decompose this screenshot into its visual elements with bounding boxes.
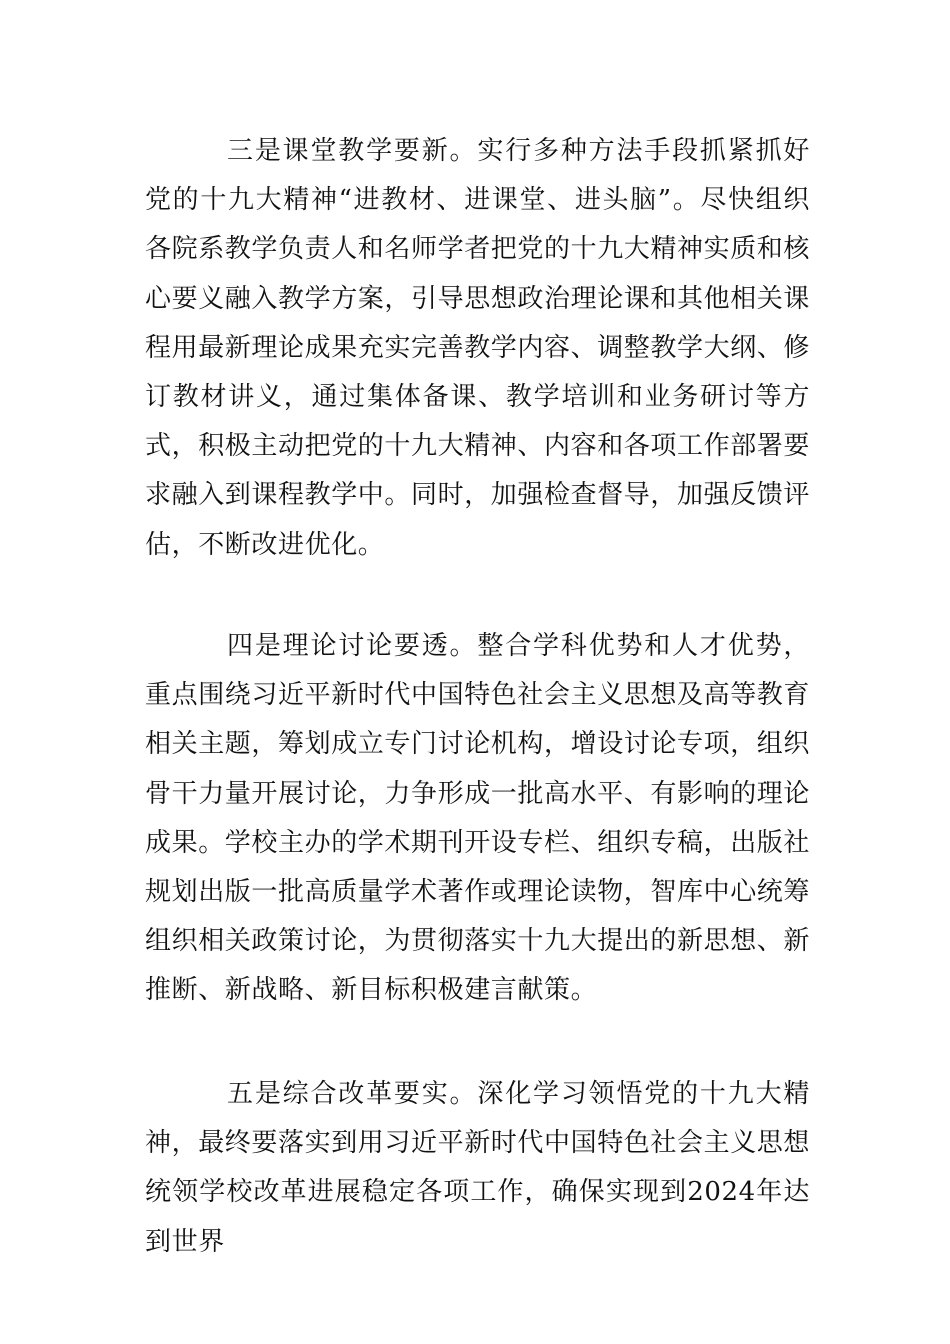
paragraph-classroom-teaching: 三是课堂教学要新。实行多种方法手段抓紧抓好党的十九大精神“进教材、进课堂、进头脑”。尽快组织各院系教学负责人和名师学者把党的十九大精神实质和核心要义融入教学方案，引导思想政治理论课和其他相关课程用最新理论成果充实完善教学内容、调整教学大纲、修订教材讲义，通过集体备课、教学培训和业务研讨等方式，积极主动把党的十九大精神、内容和各项工作部署要求融入到课程教学中。同时，加强检查督导，加强反馈评估，不断改进优化。 (145, 136, 811, 560)
paragraph-comprehensive-reform: 五是综合改革要实。深化学习领悟党的十九大精神，最终要落实到用习近平新时代中国特色社会主义思想统领学校改革进展稳定各项工作，确保实现到2024年达到世界 (145, 1079, 811, 1257)
paragraph-theory-discussion: 四是理论讨论要透。整合学科优势和人才优势，重点围绕习近平新时代中国特色社会主义思想及高等教育相关主题，筹划成立专门讨论机构，增设讨论专项，组织骨干力量开展讨论，力争形成一批高水平、有影响的理论成果。学校主办的学术期刊开设专栏、组织专稿，出版社规划出版一批高质量学术著作或理论读物，智库中心统筹组织相关政策讨论，为贯彻落实十九大提出的新思想、新推断、新战略、新目标积极建言献策。 (145, 631, 811, 1006)
